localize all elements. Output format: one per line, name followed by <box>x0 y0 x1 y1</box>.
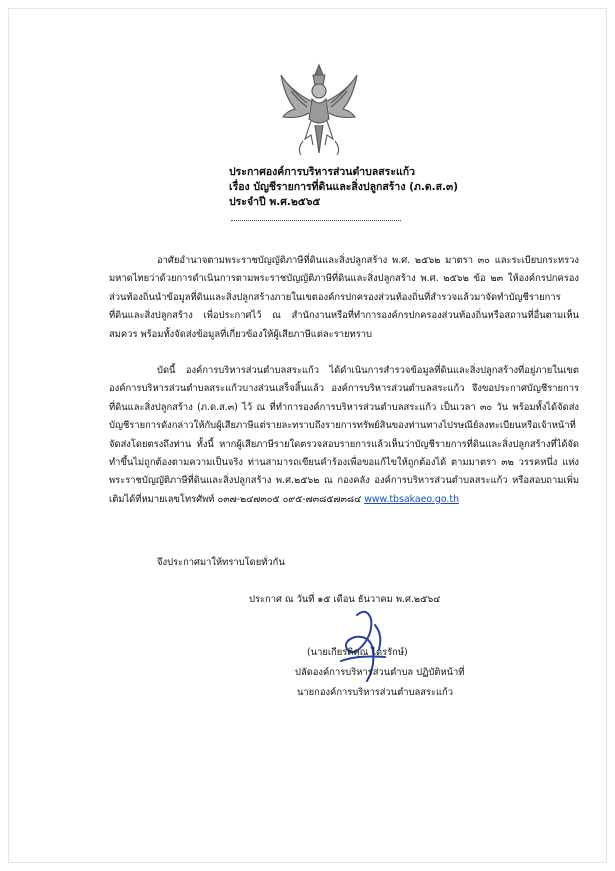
paragraph-2-text: บัดนี้ องค์การบริหารส่วนตำบลสระแก้ว ได้ดำเนินการสำรวจข้อมูลที่ดินและสิ่งปลูกสร้างที่อยู่ภายในเขตองค์การบริหารส่วนตำบลสระแก้วบางส่วนเสร็จสิ้นแล้ว องค์การบริหารส่วนตำบลสระแก้ว จึงขอประกาศบัญชีรายการที่ดินและสิ่งปลูกสร้าง (ภ.ด.ส.๓) ไว้ ณ ที่ทำการองค์การบริหารส่วนตำบลสระแก้ว เป็นเวลา ๓๐ วัน พร้อมทั้งได้จัดส่งบัญชีรายการดังกล่าวให้กับผู้เสียภาษีแต่รายละทราบถึงรายการทรัพย์สินของท่านทางไปรษณีย์ลงทะเบียนหรือเจ้าหน้าที่จัดส่งโดยตรงถึงท่าน ทั้งนี้ หากผู้เสียภาษีรายใดตรวจสอบรายการแล้วเห็นว่าบัญชีรายการที่ดินและสิ่งปลูกสร้างที่ได้จัดทำขึ้นไม่ถูกต้องตามความเป็นจริง ท่านสามารถเขียนคำร้องเพื่อขอแก้ไขให้ถูกต้องได้ ตามมาตรา ๓๒ วรรคหนึ่ง แห่งพระราชบัญญัติภาษีที่ดินและสิ่งปลูกสร้าง พ.ศ.๒๕๖๒ ณ กองคลัง องค์การบริหารส่วนตำบลสระแก้ว หรือสอบถามเพิ่มเติมได้ที่หมายเลขโทรศัพท์ ๐๓๗-๒๔๗๓๐๕ ๐๙๕-๗๓๘๕๗๓๘๔ <box>109 365 579 505</box>
title-line-1: ประกาศองค์การบริหารส่วนตำบลสระแก้ว <box>229 166 415 178</box>
title-line-3: ประจำปี พ.ศ.๒๕๖๕ <box>229 196 321 208</box>
paragraph-1: อาศัยอำนาจตามพระราชบัญญัติภาษีที่ดินและสิ่งปลูกสร้าง พ.ศ. ๒๕๖๒ มาตรา ๓๐ และระเบียบกระทรวงมหาดไทยว่าด้วยการดำเนินการตามพระราชบัญญัติภาษีที่ดินและสิ่งปลูกสร้าง พ.ศ. ๒๕๖๒ ข้อ ๒๓ ให้องค์กรปกครองส่วนท้องถิ่นนำข้อมูลที่ดินและสิ่งปลูกสร้างภายในเขตองค์กรปกครองส่วนท้องถิ่นที่สำรวจแล้วมาจัดทำบัญชีรายการที่ดินและสิ่งปลูกสร้าง เพื่อประกาศไว้ ณ สำนักงานหรือที่ทำการองค์กรปกครองส่วนท้องถิ่นหรือสถานที่อื่นตามเห็นสมควร พร้อมทั้งจัดส่งข้อมูลที่เกี่ยวข้องให้ผู้เสียภาษีแต่ละรายทราบ <box>109 255 579 340</box>
signatory-name: (นายเกียรติคุณ ไตรรักษ์) <box>307 647 408 658</box>
garuda-emblem-icon <box>277 61 361 157</box>
announce-date: ประกาศ ณ วันที่ ๑๕ เดือน ธันวาคม พ.ศ.๒๕๖๔ <box>249 594 441 605</box>
signatory-block <box>295 643 464 703</box>
website-link[interactable]: www.tbsakaeo.go.th <box>364 493 460 505</box>
signatory-position: ปลัดองค์การบริหารส่วนตำบล ปฏิบัติหน้าที่ <box>295 667 465 678</box>
document-page <box>8 8 607 863</box>
announcement-header <box>229 165 529 210</box>
signatory-acting-for: นายกองค์การบริหารส่วนตำบลสระแก้ว <box>297 687 453 698</box>
paragraph-2 <box>109 362 579 509</box>
title-line-2: เรื่อง บัญชีรายการที่ดินและสิ่งปลูกสร้าง (ภ.ด.ส.๓) <box>229 181 459 193</box>
closing-line: จึงประกาศมาให้ทราบโดยทั่วกัน <box>157 557 285 568</box>
header-divider <box>231 220 401 221</box>
